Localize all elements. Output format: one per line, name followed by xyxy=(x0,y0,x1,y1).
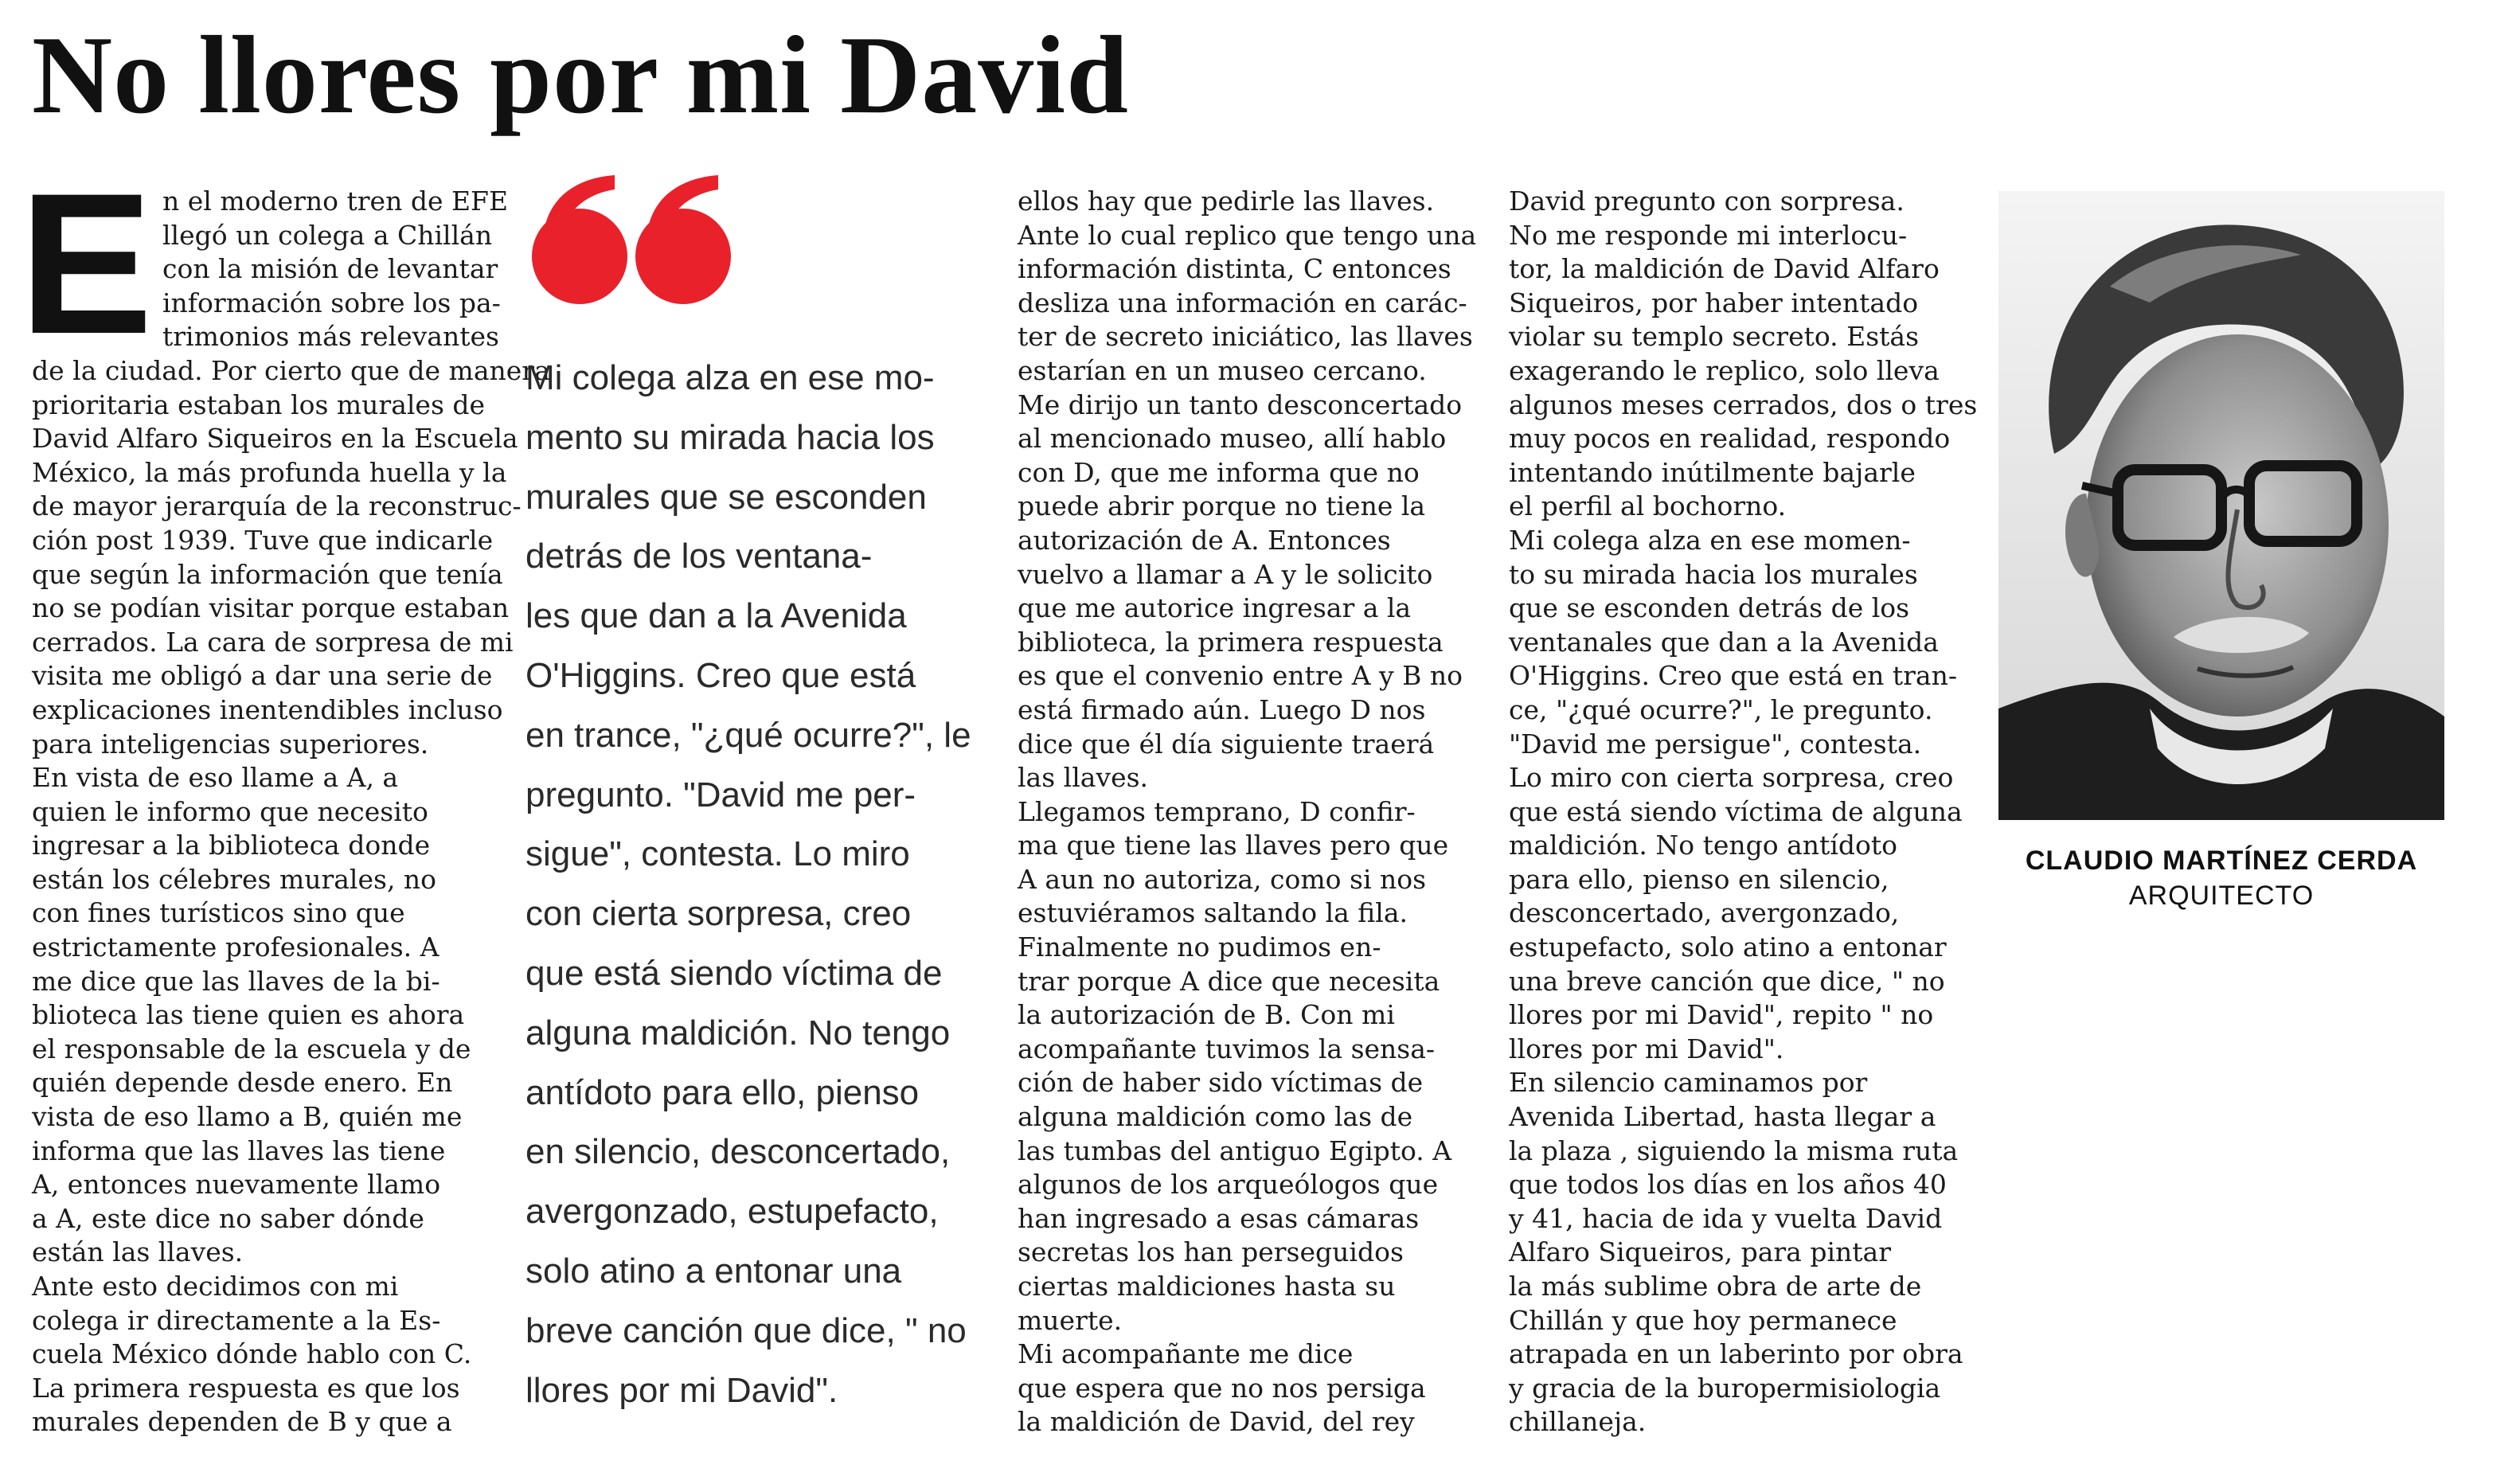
pull-quote-line: solo atino a entonar una xyxy=(525,1251,902,1291)
text-line: información sobre los pa- xyxy=(162,287,501,318)
quote-mark-right xyxy=(635,175,731,304)
pull-quote-line: que está siendo víctima de xyxy=(525,953,943,993)
text-line: quién depende desde enero. En xyxy=(32,1067,453,1099)
pull-quote-line: en trance, "¿qué ocurre?", le xyxy=(525,715,971,755)
text-line: Llegamos temprano, D confir- xyxy=(1018,795,1416,827)
text-line: el perfil al bochorno. xyxy=(1509,490,1787,522)
text-line: llegó un colega a Chillán xyxy=(162,219,493,251)
text-line: exagerando le replico, solo lleva xyxy=(1509,354,1940,386)
text-line: maldición. No tengo antídoto xyxy=(1509,830,1897,861)
text-line: algunos meses cerrados, dos o tres xyxy=(1509,389,1978,420)
text-line: Me dirijo un tanto desconcertado xyxy=(1018,389,1463,420)
author-role: ARQUITECTO xyxy=(2128,881,2315,911)
pull-quote-line: llores por mi David". xyxy=(525,1370,838,1410)
text-line: puede abrir porque no tiene la xyxy=(1018,490,1426,522)
drop-cap: E xyxy=(19,152,154,376)
face xyxy=(2086,334,2389,717)
author-name: CLAUDIO MARTÍNEZ CERDA xyxy=(2025,845,2418,876)
text-line: las tumbas del antiguo Egipto. A xyxy=(1018,1134,1452,1166)
text-line: autorización de A. Entonces xyxy=(1018,524,1391,556)
text-line: "David me persigue", contesta. xyxy=(1509,728,1922,760)
text-line: con la misión de levantar xyxy=(162,253,498,285)
text-line: explicaciones inentendibles incluso xyxy=(32,693,503,725)
text-line: han ingresado a esas cámaras xyxy=(1018,1202,1420,1234)
text-line: dice que él día siguiente traerá xyxy=(1018,728,1435,760)
quote-marks-icon xyxy=(525,170,740,306)
text-line: una breve canción que dice, " no xyxy=(1509,965,1945,997)
text-line: David Alfaro Siqueiros en la Escuela xyxy=(32,423,518,455)
text-line: Mi colega alza en ese momen- xyxy=(1509,524,1911,556)
text-line: En vista de eso llame a A, a xyxy=(32,762,399,794)
text-line: muerte. xyxy=(1018,1304,1123,1336)
text-line: la más sublime obra de arte de xyxy=(1509,1271,1922,1302)
text-line: desliza una información en carác- xyxy=(1018,287,1467,318)
pull-quote-line: avergonzado, estupefacto, xyxy=(525,1192,939,1232)
text-line: ellos hay que pedirle las llaves. xyxy=(1018,186,1435,217)
text-line: ingresar a la biblioteca donde xyxy=(32,830,431,861)
text-line: que según la información que tenía xyxy=(32,558,503,590)
text-line: trimonios más relevantes xyxy=(162,321,499,353)
text-line: las llaves. xyxy=(1018,762,1149,794)
text-line: la plaza , siguiendo la misma ruta xyxy=(1509,1134,1959,1166)
text-line: llores por mi David", repito " no xyxy=(1509,999,1934,1031)
text-line: O'Higgins. Creo que está en tran- xyxy=(1509,660,1958,692)
text-line: La primera respuesta es que los xyxy=(32,1372,460,1404)
text-line: ce, "¿qué ocurre?", le pregunto. xyxy=(1509,693,1933,725)
text-line: estupefacto, solo atino a entonar xyxy=(1509,931,1947,963)
text-line: quien le informo que necesito xyxy=(32,795,428,827)
headline: No llores por mi David xyxy=(32,14,1129,137)
text-line: no se podían visitar porque estaban xyxy=(32,592,510,624)
text-line: la maldición de David, del rey xyxy=(1018,1406,1415,1438)
text-line: Finalmente no pudimos en- xyxy=(1018,931,1381,963)
pull-quote-line: pregunto. "David me per- xyxy=(525,775,916,814)
text-line: México, la más profunda huella y la xyxy=(32,456,507,488)
text-line: En silencio caminamos por xyxy=(1509,1067,1868,1099)
text-line: ciertas maldiciones hasta su xyxy=(1018,1271,1396,1302)
article-column-1 xyxy=(32,185,550,1439)
text-line: ter de secreto iniciático, las llaves xyxy=(1018,321,1473,353)
text-line: to su mirada hacia los murales xyxy=(1509,558,1918,590)
text-line: visita me obligó a dar una serie de xyxy=(32,660,493,692)
text-line: A, entonces nuevamente llamo xyxy=(32,1169,441,1201)
text-line: me dice que las llaves de la bi- xyxy=(32,965,440,997)
text-line: a A, este dice no saber dónde xyxy=(32,1202,424,1234)
text-line: la autorización de B. Con mi xyxy=(1018,999,1395,1031)
text-line: Mi acompañante me dice xyxy=(1018,1338,1354,1370)
text-line: con D, que me informa que no xyxy=(1018,456,1420,488)
text-line: prioritaria estaban los murales de xyxy=(32,389,486,420)
text-line: algunos de los arqueólogos que xyxy=(1018,1169,1439,1201)
text-line: ción de haber sido víctimas de xyxy=(1018,1067,1424,1099)
text-line: cerrados. La cara de sorpresa de mi xyxy=(32,626,514,658)
text-line: que todos los días en los años 40 xyxy=(1509,1169,1947,1201)
text-line: estrictamente profesionales. A xyxy=(32,931,440,963)
pull-quote-line: mento su mirada hacia los xyxy=(525,417,935,457)
text-line: Lo miro con cierta sorpresa, creo xyxy=(1509,762,1954,794)
text-line: información distinta, C entonces xyxy=(1018,253,1451,285)
text-line: Siqueiros, por haber intentado xyxy=(1509,287,1919,318)
text-line: Alfaro Siqueiros, para pintar xyxy=(1509,1236,1891,1268)
text-line: A aun no autoriza, como si nos xyxy=(1018,863,1427,895)
text-line: ma que tiene las llaves pero que xyxy=(1018,830,1449,861)
text-line: vuelvo a llamar a A y le solicito xyxy=(1018,558,1433,590)
text-line: violar su templo secreto. Estás xyxy=(1509,321,1920,353)
text-line: colega ir directamente a la Es- xyxy=(32,1304,441,1336)
article-column-3 xyxy=(1018,185,1479,1439)
text-line: atrapada en un laberinto por obra xyxy=(1509,1338,1963,1370)
pull-quote-line: Mi colega alza en ese mo- xyxy=(525,358,935,397)
text-line: ventanales que dan a la Avenida xyxy=(1509,626,1939,658)
text-line: acompañante tuvimos la sensa- xyxy=(1018,1033,1436,1064)
text-line: están los célebres murales, no xyxy=(32,863,437,895)
text-line: estarían en un museo cercano. xyxy=(1018,354,1427,386)
text-line: que está siendo víctima de alguna xyxy=(1509,795,1963,827)
text-line: que espera que no nos persiga xyxy=(1018,1372,1426,1404)
text-line: alguna maldición como las de xyxy=(1018,1101,1413,1133)
pull-quote-line: con cierta sorpresa, creo xyxy=(525,894,912,934)
text-line: y gracia de la buropermisiologia xyxy=(1509,1372,1941,1404)
text-line: desconcertado, avergonzado, xyxy=(1509,897,1900,929)
text-line: informa que las llaves las tiene xyxy=(32,1134,446,1166)
text-line: y 41, hacia de ida y vuelta David xyxy=(1509,1202,1943,1234)
pull-quote xyxy=(525,349,987,1420)
article-column-4 xyxy=(1509,185,1978,1439)
text-line: llores por mi David". xyxy=(1509,1033,1784,1064)
pull-quote-line: murales que se esconden xyxy=(525,477,927,517)
text-line: ción post 1939. Tuve que indicarle xyxy=(32,524,494,556)
author-portrait xyxy=(1998,191,2444,820)
text-line: al mencionado museo, allí hablo xyxy=(1018,423,1447,455)
text-line: murales dependen de B y que a xyxy=(32,1406,452,1438)
text-line: David pregunto con sorpresa. xyxy=(1509,186,1905,217)
text-line: están las llaves. xyxy=(32,1236,244,1268)
text-line: de la ciudad. Por cierto que de manera xyxy=(32,354,550,386)
text-line: Ante lo cual replico que tengo una xyxy=(1018,219,1477,251)
text-line: Ante esto decidimos con mi xyxy=(32,1271,399,1302)
text-line: blioteca las tiene quien es ahora xyxy=(32,999,465,1031)
pull-quote-line: antídoto para ello, pienso xyxy=(525,1072,920,1112)
pull-quote-line: sigue", contesta. Lo miro xyxy=(525,834,910,874)
text-line: es que el convenio entre A y B no xyxy=(1018,660,1463,692)
text-line: muy pocos en realidad, respondo xyxy=(1509,423,1951,455)
pull-quote-line: en silencio, desconcertado, xyxy=(525,1132,951,1172)
text-line: para ello, pienso en silencio, xyxy=(1509,863,1889,895)
pull-quote-line: detrás de los ventana- xyxy=(525,537,873,576)
pull-quote-line: les que dan a la Avenida xyxy=(525,596,907,636)
text-line: secretas los han perseguidos xyxy=(1018,1236,1404,1268)
text-line: n el moderno tren de EFE xyxy=(162,186,509,217)
text-line: No me responde mi interlocu- xyxy=(1509,219,1908,251)
text-line: tor, la maldición de David Alfaro xyxy=(1509,253,1940,285)
text-line: cuela México dónde hablo con C. xyxy=(32,1338,472,1370)
pull-quote-line: O'Higgins. Creo que está xyxy=(525,655,916,695)
text-line: estuviéramos saltando la fila. xyxy=(1018,897,1408,929)
pull-quote-line: alguna maldición. No tengo xyxy=(525,1013,951,1052)
text-line: vista de eso llamo a B, quién me xyxy=(32,1101,463,1133)
text-line: el responsable de la escuela y de xyxy=(32,1033,471,1064)
quote-mark-left xyxy=(532,175,627,304)
text-line: de mayor jerarquía de la reconstruc- xyxy=(32,490,522,522)
text-line: Chillán y que hoy permanece xyxy=(1509,1304,1897,1336)
text-line: trar porque A dice que necesita xyxy=(1018,965,1440,997)
text-line: que me autorice ingresar a la xyxy=(1018,592,1412,624)
text-line: biblioteca, la primera respuesta xyxy=(1018,626,1444,658)
text-line: que se esconden detrás de los xyxy=(1509,592,1910,624)
text-line: está firmado aún. Luego D nos xyxy=(1018,693,1426,725)
text-line: para inteligencias superiores. xyxy=(32,728,429,760)
pull-quote-line: breve canción que dice, " no xyxy=(525,1310,967,1350)
text-line: Avenida Libertad, hasta llegar a xyxy=(1509,1101,1936,1133)
text-line: chillaneja. xyxy=(1509,1406,1647,1438)
text-line: con fines turísticos sino que xyxy=(32,897,405,929)
text-line: intentando inútilmente bajarle xyxy=(1509,456,1916,488)
